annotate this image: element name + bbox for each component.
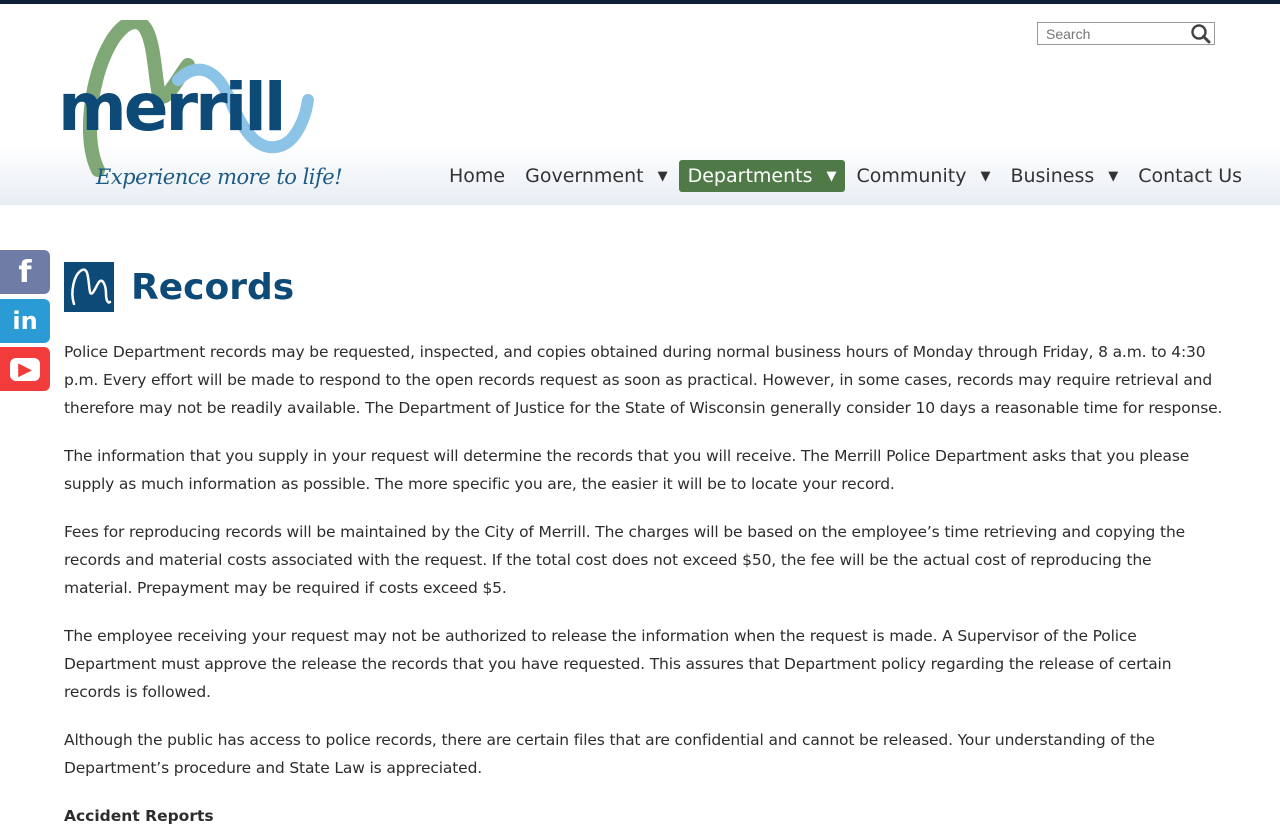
linkedin-icon: in [12,307,38,335]
search-icon[interactable] [1190,24,1212,44]
youtube-button[interactable] [0,347,50,391]
paragraph-request-info: The information that you supply in your request will determine the records that you will receive. The Merrill Police Department asks that you please supply as much information as possible. The more specific you are, the easier it will be to locate your record. [64,447,1190,493]
chevron-down-icon: ▼ [657,168,668,184]
site-header [0,4,1280,205]
linkedin-button[interactable] [0,299,50,343]
nav-business[interactable] [1001,160,1127,192]
nav-government-label: Government [525,165,644,187]
search-input[interactable] [1038,23,1204,44]
logo-tagline: Experience more to life! [96,165,343,189]
nav-departments[interactable] [679,160,846,192]
logo-wordmark: merrill [58,69,284,146]
city-logo-icon [64,262,114,312]
facebook-button[interactable] [0,250,50,294]
facebook-icon: f [18,254,32,290]
nav-community[interactable] [847,160,999,192]
nav-departments-label: Departments [687,165,813,187]
chevron-down-icon: ▼ [1108,168,1119,184]
nav-contact-us-label: Contact Us [1138,165,1243,187]
youtube-icon: ▶ [10,358,40,381]
nav-home[interactable] [440,160,514,192]
chevron-down-icon: ▼ [826,168,837,184]
page-title: Records [131,266,295,308]
chevron-down-icon: ▼ [980,168,991,184]
paragraph-authorization: The employee receiving your request may not be authorized to release the information when the request is made. A Supervisor of the Police Department must approve the release the records that you have requested. This assures that Department policy regarding the release of certain records is followed. [64,627,1172,701]
nav-government[interactable] [516,160,677,192]
paragraph-confidential: Although the public has access to police records, there are certain files that are confidential and cannot be released. Your understanding of the Department’s procedure and State Law is appreciated. [64,731,1155,777]
nav-community-label: Community [856,165,967,187]
main-content [64,338,1224,830]
main-nav [440,160,1253,192]
site-logo[interactable] [58,20,343,200]
nav-contact-us[interactable] [1129,160,1251,192]
nav-home-label: Home [449,165,506,187]
nav-business-label: Business [1010,165,1095,187]
paragraph-records-hours: Police Department records may be requested, inspected, and copies obtained during normal business hours of Monday through Friday, 8 a.m. to 4:30 p.m. Every effort will be made to respond to the open records request as soon as practical. However, in some cases, records may require retrieval and therefore may not be readily available. The Department of Justice for the State of Wisconsin generally consider 10 days a reasonable time for response. [64,343,1223,417]
paragraph-fees: Fees for reproducing records will be maintained by the City of Merrill. The charges will be based on the employee’s time retrieving and copying the records and material costs associated with the request. If the total cost does not exceed $50, the fee will be the actual cost of reproducing the material. Prepayment may be required if costs exceed $5. [64,523,1186,597]
accident-reports-heading: Accident Reports [64,807,214,825]
page-title-row [64,262,294,312]
search-box [1037,22,1215,45]
